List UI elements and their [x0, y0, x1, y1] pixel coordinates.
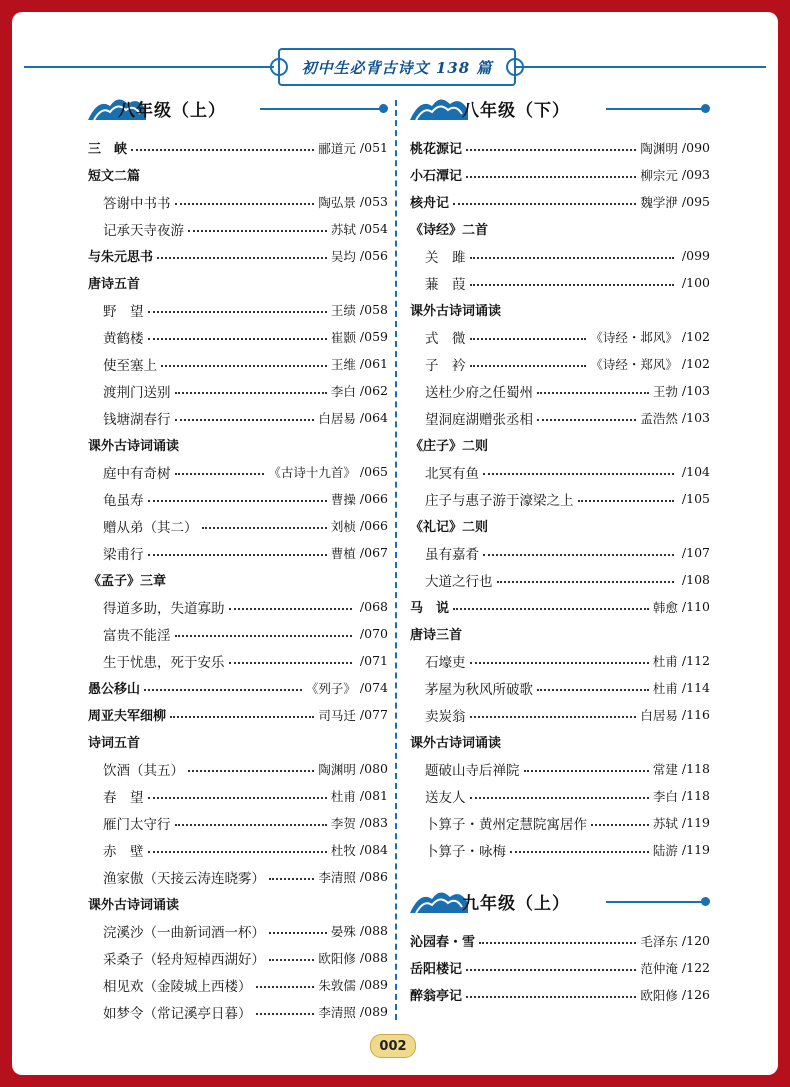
leader-dots: [269, 959, 314, 961]
leader-dots: [537, 392, 649, 394]
entry-page: /064: [359, 410, 388, 425]
entry-page: /102: [681, 356, 710, 371]
leader-dots: [269, 878, 314, 880]
entry-title: 核舟记: [410, 196, 450, 211]
entry-page: /084: [359, 842, 388, 857]
toc-entry: [88, 215, 388, 242]
entry-page: /054: [359, 221, 388, 236]
grade-line: [606, 901, 702, 903]
entry-title: 《庄子》二则: [410, 439, 489, 454]
waves-icon: [410, 92, 470, 122]
entry-title: 黄鹤楼: [103, 330, 144, 347]
grade-header-9a: [410, 881, 710, 921]
leader-dots: [175, 635, 352, 637]
entry-title: 马 说: [410, 601, 450, 616]
entry-author: 苏轼: [652, 815, 678, 831]
leader-dots: [591, 824, 649, 826]
toc-entry: [410, 539, 710, 566]
toc-entry: [410, 269, 710, 296]
toc-entry: [410, 431, 710, 458]
entry-title: 虽有嘉肴: [425, 546, 479, 563]
entry-page: /059: [359, 329, 388, 344]
leader-dots: [483, 473, 674, 475]
entry-title: 小石潭记: [410, 169, 463, 184]
leader-dots: [510, 851, 649, 853]
leader-dots: [537, 689, 649, 691]
toc-entry: [410, 836, 710, 863]
toc-entry: [88, 512, 388, 539]
entry-page: /093: [681, 167, 710, 182]
entry-author: 苏轼: [330, 221, 356, 237]
toc-entry: [410, 134, 710, 161]
toc-entry: [410, 809, 710, 836]
toc-entry: [88, 296, 388, 323]
entry-page: /120: [681, 933, 710, 948]
entry-page: /122: [681, 960, 710, 975]
entry-author: 王绩: [330, 302, 356, 318]
banner-line-right: [516, 66, 766, 68]
entry-title: 梁甫行: [103, 546, 144, 563]
banner-box: [278, 48, 516, 86]
grade-header-8b: [410, 88, 710, 128]
entry-title: 愚公移山: [88, 682, 141, 697]
leader-dots: [578, 500, 674, 502]
leader-dots: [188, 770, 314, 772]
leader-dots: [161, 365, 327, 367]
leader-dots: [148, 338, 327, 340]
leader-dots: [256, 986, 315, 988]
entry-page: /058: [359, 302, 388, 317]
top-banner: [0, 44, 790, 88]
leader-dots: [524, 770, 649, 772]
entry-title: 答谢中书书: [103, 195, 171, 212]
toc-entry: [88, 728, 388, 755]
entry-author: 陆游: [652, 842, 678, 858]
entry-page: /089: [359, 977, 388, 992]
entry-title: 龟虽寿: [103, 492, 144, 509]
entry-title: 送杜少府之任蜀州: [425, 384, 533, 401]
leader-dots: [175, 824, 327, 826]
toc-entry: [410, 485, 710, 512]
entry-title: 与朱元思书: [88, 250, 154, 265]
grade-header-8a: [88, 88, 388, 128]
entry-page: /083: [359, 815, 388, 830]
toc-entry: [410, 927, 710, 954]
entry-author: 曹植: [330, 545, 356, 561]
leader-dots: [453, 608, 649, 610]
toc-entry: [88, 404, 388, 431]
toc-entry: [88, 917, 388, 944]
entry-page: /100: [681, 275, 710, 290]
grade-title: 九年级（上）: [462, 893, 570, 914]
entry-page: /119: [681, 815, 710, 830]
toc-entry: [88, 134, 388, 161]
entry-author: 杜甫: [330, 788, 356, 804]
entry-title: 桃花源记: [410, 142, 463, 157]
entry-title: 得道多助，失道寡助: [103, 600, 225, 617]
grade-line: [260, 108, 380, 110]
waves-icon: [410, 885, 470, 915]
entry-title: 赠从弟（其二）: [103, 519, 198, 536]
leader-dots: [188, 230, 327, 232]
entry-author: 欧阳修: [318, 950, 356, 966]
toc-entry: [88, 242, 388, 269]
toc-entry: [410, 566, 710, 593]
toc-entry: [410, 701, 710, 728]
entry-title: 望洞庭湖赠张丞相: [425, 411, 533, 428]
toc-entry: [410, 981, 710, 1008]
leader-dots: [453, 203, 636, 205]
toc-entry: [88, 350, 388, 377]
entry-page: /110: [681, 599, 710, 614]
toc-entry: [88, 863, 388, 890]
entry-title: 题破山寺后禅院: [425, 762, 520, 779]
entry-page: /053: [359, 194, 388, 209]
entry-author: 李清照: [318, 1004, 356, 1020]
entry-page: /066: [359, 491, 388, 506]
entry-title: 石壕吏: [425, 654, 466, 671]
toc-entry: [88, 161, 388, 188]
entry-page: /116: [681, 707, 710, 722]
entry-page: /062: [359, 383, 388, 398]
entry-author: 《古诗十九首》: [268, 464, 356, 480]
entry-author: 范仲淹: [640, 960, 678, 976]
toc-entry: [410, 242, 710, 269]
banner-line-left: [24, 66, 274, 68]
leader-dots: [466, 176, 636, 178]
entry-author: 崔颢: [330, 329, 356, 345]
entry-title: 饮酒（其五）: [103, 762, 184, 779]
entry-title: 《孟子》三章: [88, 574, 167, 589]
entry-title: 浣溪沙（一曲新词酒一杯）: [103, 924, 265, 941]
entry-page: /126: [681, 987, 710, 1002]
entry-author: 郦道元: [318, 140, 356, 156]
entry-title: 雁门太守行: [103, 816, 171, 833]
entry-author: 孟浩然: [640, 410, 678, 426]
entry-author: 刘桢: [330, 518, 356, 534]
toc-entry: [410, 215, 710, 242]
entry-title: 采桑子（轻舟短棹西湖好）: [103, 951, 265, 968]
entry-page: /056: [359, 248, 388, 263]
leader-dots: [470, 662, 649, 664]
entry-title: 式 微: [425, 330, 466, 347]
leader-dots: [479, 942, 636, 944]
entry-author: 常建: [652, 761, 678, 777]
entry-author: 晏殊: [330, 923, 356, 939]
leader-dots: [466, 149, 636, 151]
entry-author: 王勃: [652, 383, 678, 399]
entry-page: /088: [359, 923, 388, 938]
toc-entry: [88, 809, 388, 836]
entry-author: 柳宗元: [640, 167, 678, 183]
entry-page: /090: [681, 140, 710, 155]
page-number: 002: [370, 1034, 416, 1058]
leader-dots: [175, 203, 315, 205]
entry-title: 使至塞上: [103, 357, 157, 374]
entry-title: 课外古诗词诵读: [88, 898, 180, 913]
toc-entry: [410, 350, 710, 377]
toc-entry: [88, 674, 388, 701]
entry-author: 朱敦儒: [318, 977, 356, 993]
toc-entry: [410, 954, 710, 981]
entry-title: 相见欢（金陵城上西楼）: [103, 978, 252, 995]
toc-entry: [88, 998, 388, 1025]
entry-title: 春 望: [103, 789, 144, 806]
entry-page: /071: [359, 653, 388, 668]
entry-title: 周亚夫军细柳: [88, 709, 167, 724]
entry-page: /112: [681, 653, 710, 668]
entry-title: 庄子与惠子游于濠梁之上: [425, 492, 574, 509]
toc-entry: [410, 458, 710, 485]
leader-dots: [175, 419, 315, 421]
entry-title: 送友人: [425, 789, 466, 806]
toc-entry: [88, 269, 388, 296]
entry-author: 魏学洢: [640, 194, 678, 210]
entry-page: /105: [681, 491, 710, 506]
entry-author: 白居易: [640, 707, 678, 723]
leader-dots: [466, 969, 636, 971]
entry-page: /080: [359, 761, 388, 776]
entry-page: /114: [681, 680, 710, 695]
entry-title: 庭中有奇树: [103, 465, 171, 482]
entry-title: 唐诗三首: [410, 628, 463, 643]
entry-page: /119: [681, 842, 710, 857]
right-column: [410, 88, 710, 1008]
leader-dots: [148, 554, 327, 556]
leader-dots: [175, 473, 265, 475]
leader-dots: [170, 716, 314, 718]
entry-author: 《诗经・郑风》: [590, 356, 678, 372]
entry-author: 《诗经・邶风》: [590, 329, 678, 345]
toc-entry: [88, 188, 388, 215]
entry-author: 曹操: [330, 491, 356, 507]
toc-entry: [410, 161, 710, 188]
leader-dots: [483, 554, 674, 556]
leader-dots: [148, 311, 327, 313]
entry-title: 关 雎: [425, 249, 466, 266]
leader-dots: [470, 338, 587, 340]
entry-page: /086: [359, 869, 388, 884]
entry-title: 如梦令（常记溪亭日暮）: [103, 1005, 252, 1022]
entry-title: 醉翁亭记: [410, 989, 463, 1004]
toc-entry: [88, 323, 388, 350]
entry-author: 王维: [330, 356, 356, 372]
entry-page: /067: [359, 545, 388, 560]
entry-page: /099: [681, 248, 710, 263]
toc-entry: [88, 836, 388, 863]
entry-title: 沁园春・雪: [410, 935, 476, 950]
entry-page: /065: [359, 464, 388, 479]
toc-entry: [88, 458, 388, 485]
entry-page: /104: [681, 464, 710, 479]
entry-author: 陶弘景: [318, 194, 356, 210]
entry-page: /089: [359, 1004, 388, 1019]
entry-author: 吴均: [330, 248, 356, 264]
leader-dots: [229, 608, 352, 610]
toc-entry: [410, 188, 710, 215]
leader-dots: [269, 932, 327, 934]
entry-title: 茅屋为秋风所破歌: [425, 681, 533, 698]
leader-dots: [148, 500, 327, 502]
entry-author: 杜甫: [652, 680, 678, 696]
entry-title: 课外古诗词诵读: [410, 736, 502, 751]
entry-page: /108: [681, 572, 710, 587]
entry-author: 欧阳修: [640, 987, 678, 1003]
left-column: [88, 88, 388, 1025]
leader-dots: [202, 527, 327, 529]
toc-entry: [88, 701, 388, 728]
entry-title: 卜算子・咏梅: [425, 843, 506, 860]
toc-entry: [410, 512, 710, 539]
entry-page: /066: [359, 518, 388, 533]
toc-entry: [88, 431, 388, 458]
toc-entry: [88, 485, 388, 512]
entry-author: 李白: [330, 383, 356, 399]
entry-author: 陶渊明: [318, 761, 356, 777]
toc-entry: [88, 566, 388, 593]
entry-page: /088: [359, 950, 388, 965]
entry-title: 三 峡: [88, 142, 128, 157]
toc-entry: [88, 377, 388, 404]
leader-dots: [470, 257, 674, 259]
entry-title: 钱塘湖春行: [103, 411, 171, 428]
toc-entry: [88, 890, 388, 917]
entry-title: 北冥有鱼: [425, 465, 479, 482]
toc-entry: [410, 674, 710, 701]
leader-dots: [537, 419, 636, 421]
toc-entry: [410, 377, 710, 404]
entry-author: 司马迁: [318, 707, 356, 723]
entry-author: 杜甫: [652, 653, 678, 669]
toc-entry: [88, 782, 388, 809]
entry-title: 蒹 葭: [425, 276, 466, 293]
toc-entry: [410, 620, 710, 647]
entry-page: /070: [359, 626, 388, 641]
column-divider: [395, 100, 397, 1020]
leader-dots: [175, 392, 327, 394]
toc-entry: [410, 296, 710, 323]
toc-entry: [88, 620, 388, 647]
entry-title: 《诗经》二首: [410, 223, 489, 238]
leader-dots: [229, 662, 352, 664]
entry-page: /068: [359, 599, 388, 614]
leader-dots: [144, 689, 302, 691]
entry-author: 《列子》: [305, 680, 356, 696]
entry-title: 诗词五首: [88, 736, 141, 751]
entry-author: 白居易: [318, 410, 356, 426]
grade-title: 八年级（下）: [462, 100, 570, 121]
leader-dots: [466, 996, 636, 998]
entry-title: 卖炭翁: [425, 708, 466, 725]
entry-page: /103: [681, 383, 710, 398]
entry-author: 李白: [652, 788, 678, 804]
entry-title: 赤 壁: [103, 843, 144, 860]
entry-page: /107: [681, 545, 710, 560]
entry-title: 富贵不能淫: [103, 627, 171, 644]
entry-page: /077: [359, 707, 388, 722]
entry-author: 陶渊明: [640, 140, 678, 156]
leader-dots: [470, 797, 649, 799]
grade-dot: [379, 104, 388, 113]
entry-author: 李清照: [318, 869, 356, 885]
leader-dots: [256, 1013, 315, 1015]
entry-title: 生于忧患，死于安乐: [103, 654, 225, 671]
entry-page: /081: [359, 788, 388, 803]
toc-entry: [410, 593, 710, 620]
entry-title: 大道之行也: [425, 573, 493, 590]
entry-title: 记承天寺夜游: [103, 222, 184, 239]
entry-title: 课外古诗词诵读: [88, 439, 180, 454]
entry-author: 韩愈: [652, 599, 678, 615]
entry-page: /118: [681, 761, 710, 776]
toc-entry: [88, 971, 388, 998]
entry-page: /102: [681, 329, 710, 344]
entry-title: 课外古诗词诵读: [410, 304, 502, 319]
entry-title: 卜算子・黄州定慧院寓居作: [425, 816, 587, 833]
leader-dots: [131, 149, 314, 151]
entry-author: 杜牧: [330, 842, 356, 858]
entry-page: /118: [681, 788, 710, 803]
entry-page: /103: [681, 410, 710, 425]
toc-entry: [410, 647, 710, 674]
entry-title: 《礼记》二则: [410, 520, 489, 535]
banner-title: 初中生必背古诗文 138 篇: [301, 58, 493, 77]
entry-title: 子 衿: [425, 357, 466, 374]
toc-entry: [410, 728, 710, 755]
toc-entry: [88, 539, 388, 566]
entry-page: /061: [359, 356, 388, 371]
leader-dots: [470, 716, 637, 718]
toc-entry: [410, 323, 710, 350]
entry-title: 渡荆门送别: [103, 384, 171, 401]
entry-author: 李贺: [330, 815, 356, 831]
toc-entry: [88, 755, 388, 782]
entry-title: 短文二篇: [88, 169, 141, 184]
toc-entry: [88, 593, 388, 620]
toc-entry: [88, 944, 388, 971]
entry-page: /074: [359, 680, 388, 695]
grade-dot: [701, 897, 710, 906]
grade-dot: [701, 104, 710, 113]
leader-dots: [497, 581, 674, 583]
grade-title: 八年级（上）: [118, 100, 226, 121]
toc-entry: [88, 647, 388, 674]
leader-dots: [148, 797, 327, 799]
toc-entry: [410, 782, 710, 809]
entry-title: 岳阳楼记: [410, 962, 463, 977]
grade-line: [606, 108, 702, 110]
entry-title: 唐诗五首: [88, 277, 141, 292]
entry-title: 渔家傲（天接云涛连晓雾）: [103, 870, 265, 887]
entry-author: 毛泽东: [640, 933, 678, 949]
entry-page: /095: [681, 194, 710, 209]
toc-entry: [410, 755, 710, 782]
leader-dots: [157, 257, 327, 259]
leader-dots: [470, 365, 587, 367]
entry-page: /051: [359, 140, 388, 155]
entry-title: 野 望: [103, 303, 144, 320]
toc-entry: [410, 404, 710, 431]
leader-dots: [470, 284, 674, 286]
leader-dots: [148, 851, 327, 853]
